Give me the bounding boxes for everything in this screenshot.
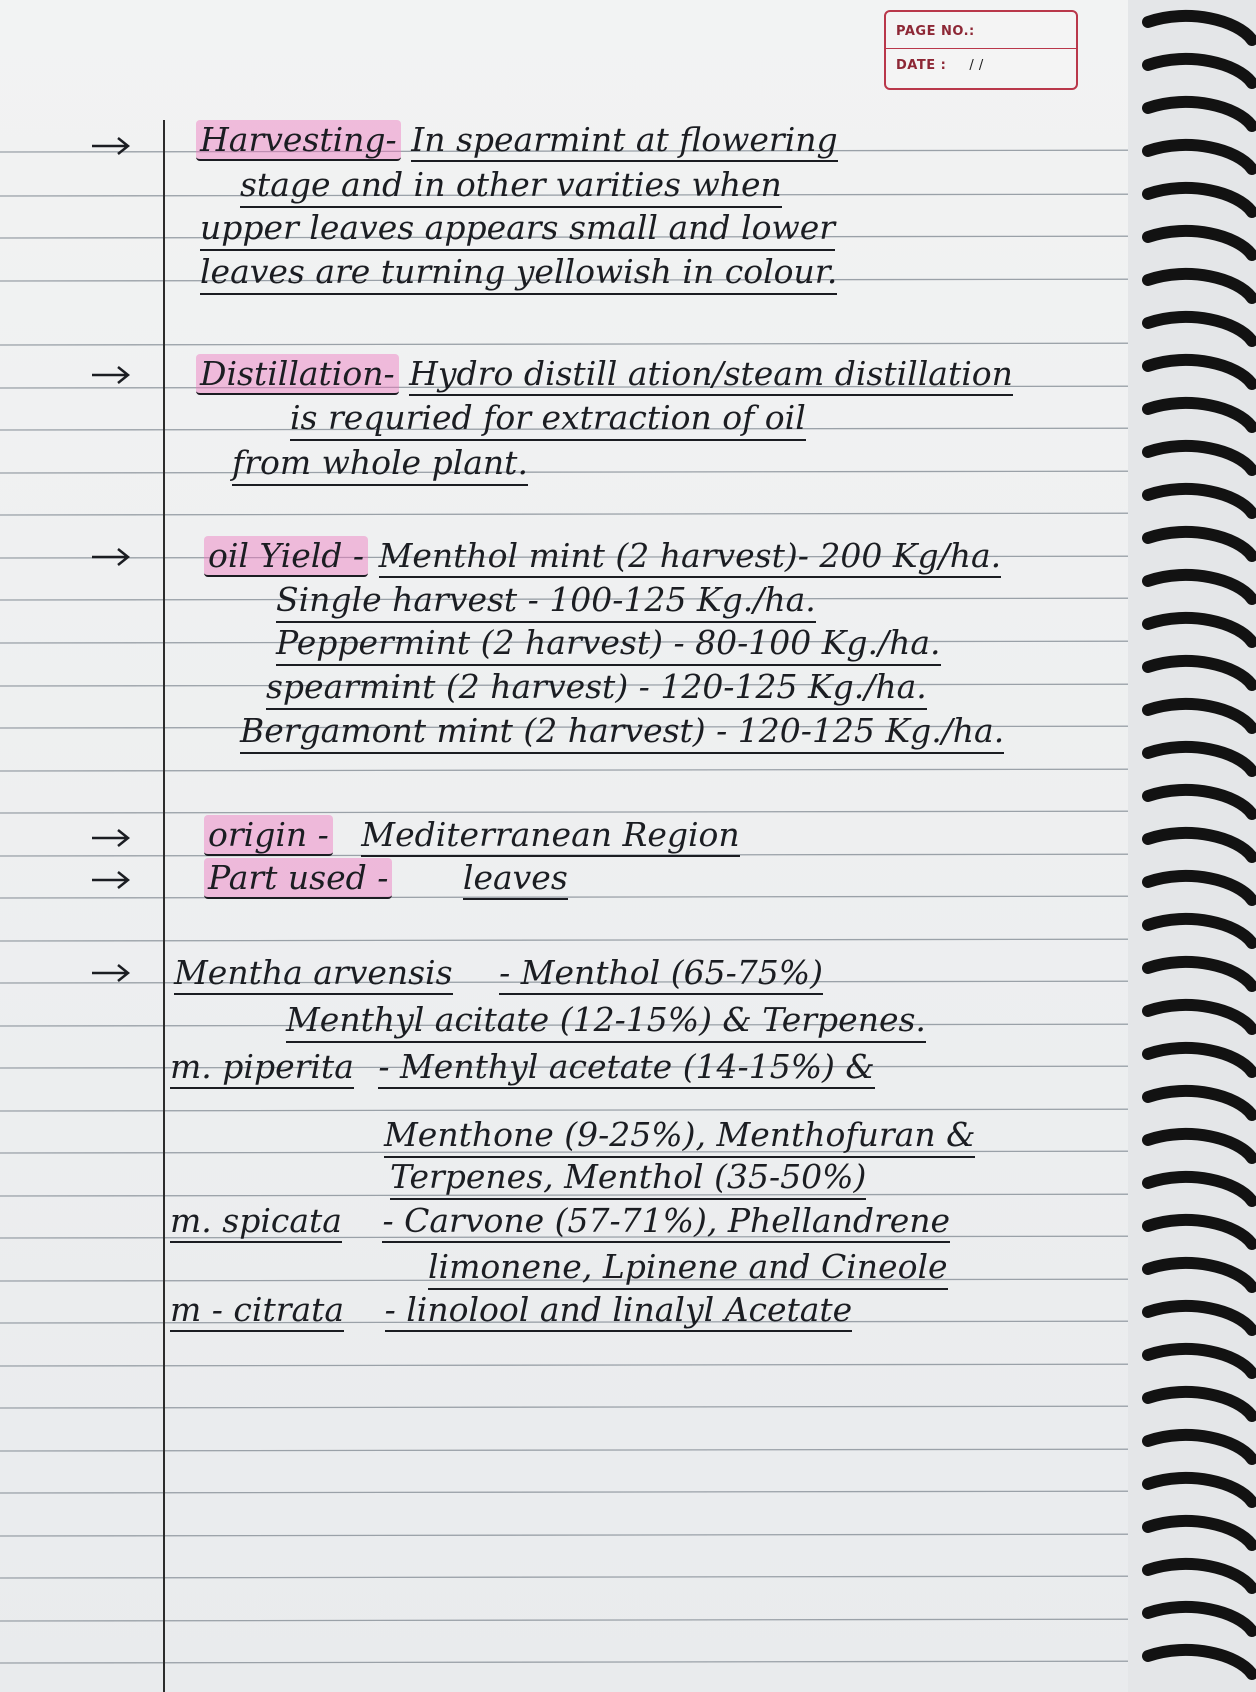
bullet-arrow-icon: [88, 826, 136, 850]
bullet-arrow-icon: [88, 134, 136, 158]
part-used-line: [204, 858, 568, 898]
spicata-label: m. spicata: [170, 1201, 342, 1243]
part-used-heading: Part used -: [204, 858, 392, 899]
origin-line: [204, 815, 740, 855]
harvesting-line-3: upper leaves appears small and lower: [200, 208, 835, 251]
arvensis-line-2: Menthyl acitate (12-15%) & Terpenes.: [286, 1000, 926, 1043]
origin-value: Mediterranean Region: [361, 815, 739, 857]
piperita-line-2: Menthone (9-25%), Menthofuran &: [384, 1115, 975, 1158]
distillation-text-1: Hydro distill ation/steam distillation: [409, 354, 1013, 396]
harvesting-heading: Harvesting-: [196, 120, 401, 161]
distillation-heading: Distillation-: [196, 354, 399, 395]
citrata-line-1: [170, 1290, 852, 1330]
date-value: / /: [969, 58, 984, 73]
harvesting-text-1: In spearmint at flowering: [411, 120, 837, 162]
spicata-line-2: limonene, Lpinene and Cineole: [428, 1247, 948, 1290]
date-label: DATE :: [896, 58, 947, 73]
bullet-arrow-icon: [88, 868, 136, 892]
page-no-label: PAGE NO.:: [896, 24, 975, 39]
spicata-line-1: [170, 1201, 950, 1241]
page-number-box: [884, 10, 1078, 90]
citrata-label: m - citrata: [170, 1290, 344, 1332]
oil-yield-line-5: Bergamont mint (2 harvest) - 120-125 Kg./ha.: [240, 711, 1004, 754]
oil-yield-heading: oil Yield -: [204, 536, 368, 577]
piperita-text-1: - Menthyl acetate (14-15%) &: [378, 1047, 874, 1089]
citrata-text-1: - linolool and linalyl Acetate: [385, 1290, 853, 1332]
arvensis-line-1: [174, 953, 823, 993]
piperita-line-3: Terpenes, Menthol (35-50%): [390, 1157, 866, 1200]
harvesting-line-4: leaves are turning yellowish in colour.: [200, 252, 837, 295]
piperita-label: m. piperita: [170, 1047, 354, 1089]
oil-yield-line-4: spearmint (2 harvest) - 120-125 Kg./ha.: [266, 667, 927, 710]
distillation-line-3: from whole plant.: [232, 443, 528, 486]
bullet-arrow-icon: [88, 545, 136, 569]
oil-yield-text-1: Menthol mint (2 harvest)- 200 Kg/ha.: [379, 536, 1002, 578]
part-used-value: leaves: [463, 858, 568, 900]
distillation-line-1: [196, 354, 1013, 394]
harvesting-line-1: [196, 120, 838, 160]
distillation-line-2: is requried for extraction of oil: [290, 398, 806, 441]
arvensis-label: Mentha arvensis: [174, 953, 453, 995]
piperita-line-1: [170, 1047, 875, 1087]
oil-yield-line-1: [204, 536, 1001, 576]
margin-line: [163, 120, 165, 1692]
spiral-binding: [1128, 0, 1256, 1692]
arvensis-text-1: - Menthol (65-75%): [499, 953, 823, 995]
oil-yield-line-2: Single harvest - 100-125 Kg./ha.: [276, 580, 816, 623]
date-field: [896, 58, 984, 73]
harvesting-line-2: stage and in other varities when: [240, 165, 782, 208]
origin-heading: origin -: [204, 815, 333, 856]
oil-yield-line-3: Peppermint (2 harvest) - 80-100 Kg./ha.: [276, 623, 941, 666]
bullet-arrow-icon: [88, 961, 136, 985]
spicata-text-1: - Carvone (57-71%), Phellandrene: [382, 1201, 950, 1243]
bullet-arrow-icon: [88, 363, 136, 387]
